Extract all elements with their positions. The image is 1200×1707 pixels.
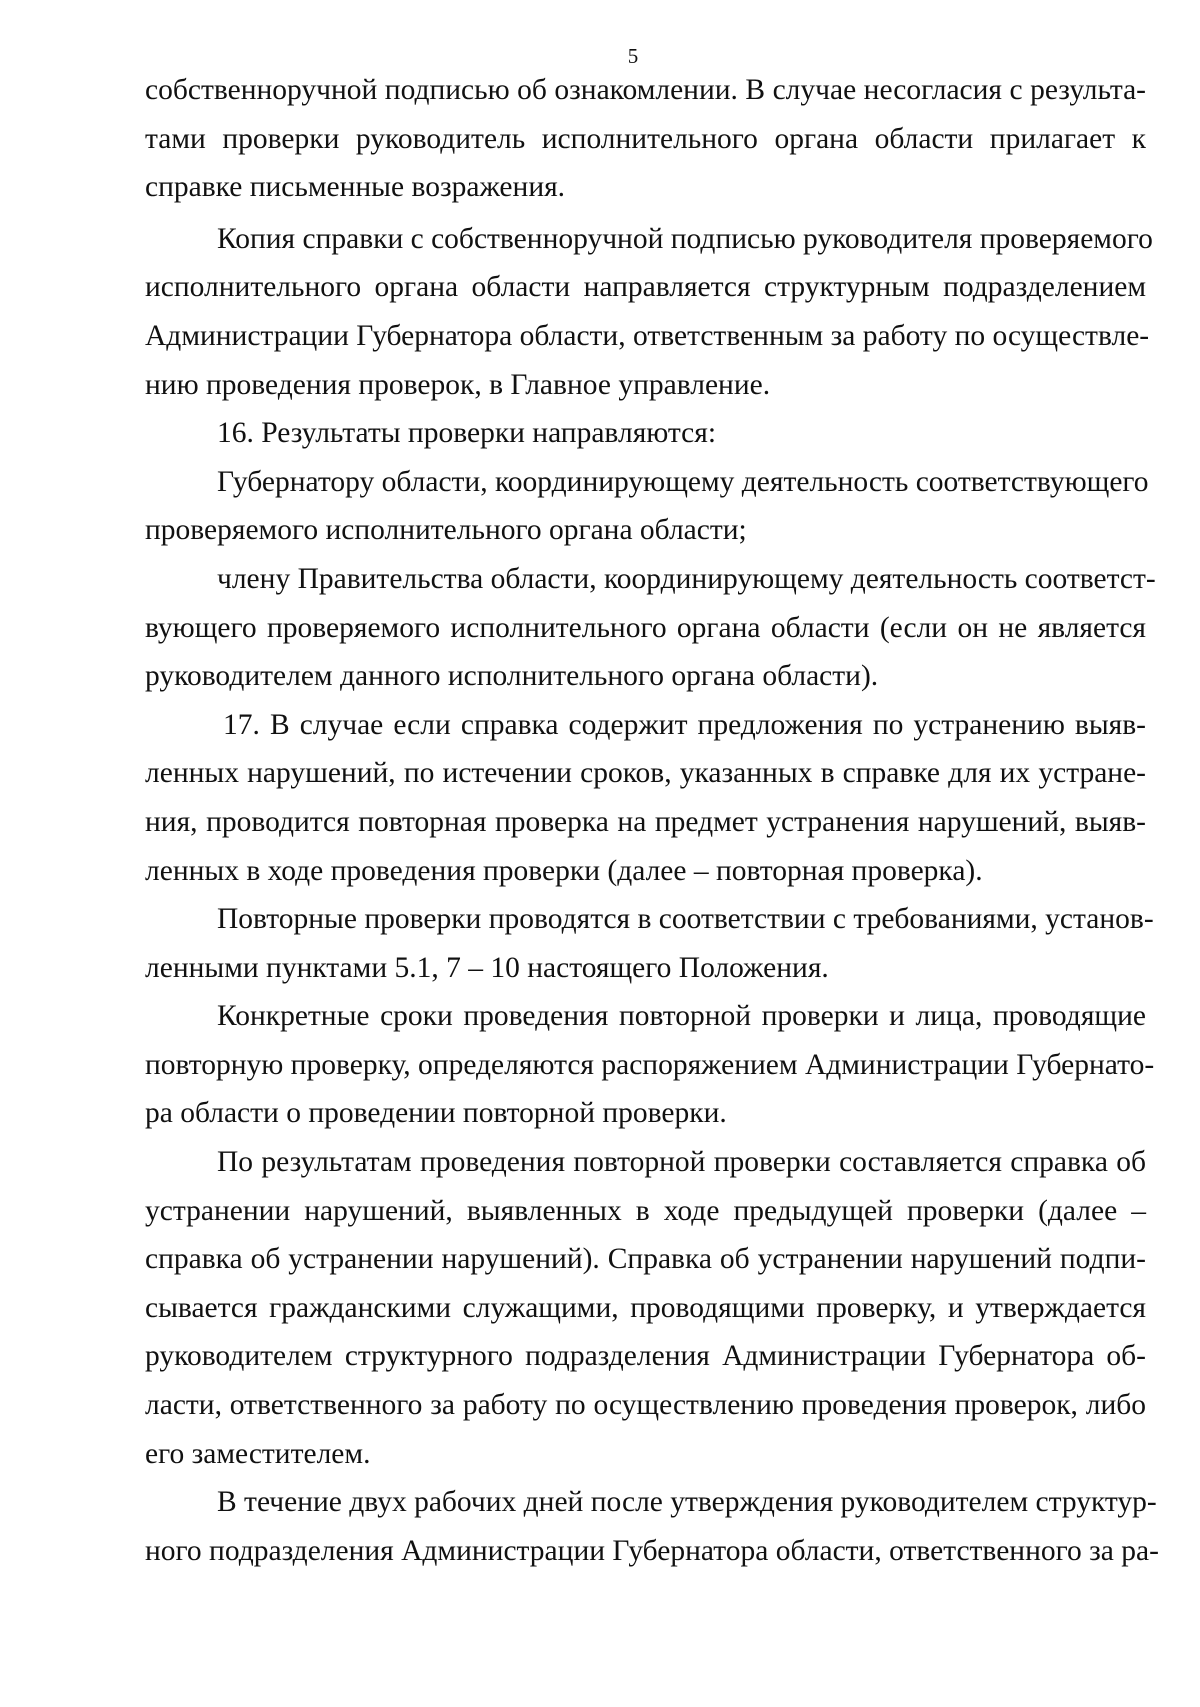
paragraph-copy-of-certificate <box>145 215 1153 409</box>
text-line: справка об устранении нарушений). Справка об устранении нарушений подпи- <box>145 1243 1146 1276</box>
text-line: Администрации Губернатора области, ответственным за работу по осуществле- <box>145 319 1150 352</box>
text-line: руководителем структурного подразделения Администрации Губернатора об- <box>145 1340 1146 1373</box>
text-line: 17. В случае если справка содержит предложения по устранению выяв- <box>223 708 1146 741</box>
page-number: 5 <box>627 44 639 68</box>
paragraph-item-17 <box>145 701 1146 895</box>
text-line: Губернатору области, координирующему деятельность соответствующего <box>217 465 1149 498</box>
paragraph-results-of-repeat-check <box>145 1138 1146 1478</box>
text-line: устранении нарушений, выявленных в ходе предыдущей проверки (далее – <box>145 1194 1146 1227</box>
text-line: Повторные проверки проводятся в соответствии с требованиями, установ- <box>217 903 1154 936</box>
text-line: ленных нарушений, по истечении сроков, указанных в справке для их устране- <box>145 757 1146 790</box>
text-line: сывается гражданскими служащими, проводящими проверку, и утверждается <box>145 1291 1146 1324</box>
text-line: ра области о проведении повторной проверки. <box>145 1097 727 1130</box>
text-line: собственноручной подписью об ознакомлении. В случае несогласия с результа- <box>145 74 1146 106</box>
text-line: повторную проверку, определяются распоряжением Администрации Губернато- <box>145 1048 1155 1081</box>
paragraph-specific-terms <box>145 992 1155 1138</box>
text-line: ния, проводится повторная проверка на предмет устранения нарушений, выяв- <box>145 805 1146 838</box>
text-line: его заместителем. <box>145 1437 371 1470</box>
text-line: исполнительного органа области направляется структурным подразделением <box>145 271 1146 304</box>
document-body <box>145 66 1159 1575</box>
text-line: 16. Результаты проверки направляются: <box>217 417 717 450</box>
text-line: справке письменные возражения. <box>145 171 566 204</box>
text-line: Конкретные сроки проведения повторной проверки и лица, проводящие <box>217 1000 1146 1033</box>
paragraph-item-16 <box>145 409 1146 458</box>
paragraph-continuation <box>145 66 1146 212</box>
text-line: В течение двух рабочих дней после утверждения руководителем структур- <box>217 1486 1157 1519</box>
text-line: проверяемого исполнительного органа области; <box>145 514 747 547</box>
text-line: нию проведения проверок, в Главное управление. <box>145 368 771 401</box>
paragraph-to-governor <box>145 458 1149 555</box>
text-line: члену Правительства области, координирующему деятельность соответст- <box>217 562 1156 595</box>
text-line: ленными пунктами 5.1, 7 – 10 настоящего Положения. <box>145 951 829 984</box>
text-line: ного подразделения Администрации Губернатора области, ответственного за ра- <box>145 1534 1159 1567</box>
text-line: Копия справки с собственноручной подписью руководителя проверяемого <box>217 222 1153 255</box>
paragraph-within-two-days <box>145 1478 1159 1575</box>
text-line: По результатам проведения повторной проверки составляется справка об <box>217 1146 1146 1179</box>
text-line: ленных в ходе проведения проверки (далее – повторная проверка). <box>145 854 983 887</box>
paragraph-repeat-checks <box>145 895 1154 992</box>
text-line: тами проверки руководитель исполнительного органа области прилагает к <box>145 122 1146 155</box>
paragraph-to-government-member <box>145 555 1156 701</box>
text-line: ласти, ответственного за работу по осуществлению проведения проверок, либо <box>145 1389 1146 1422</box>
text-line: вующего проверяемого исполнительного органа области (если он не является <box>145 611 1146 644</box>
text-line: руководителем данного исполнительного органа области). <box>145 660 879 693</box>
